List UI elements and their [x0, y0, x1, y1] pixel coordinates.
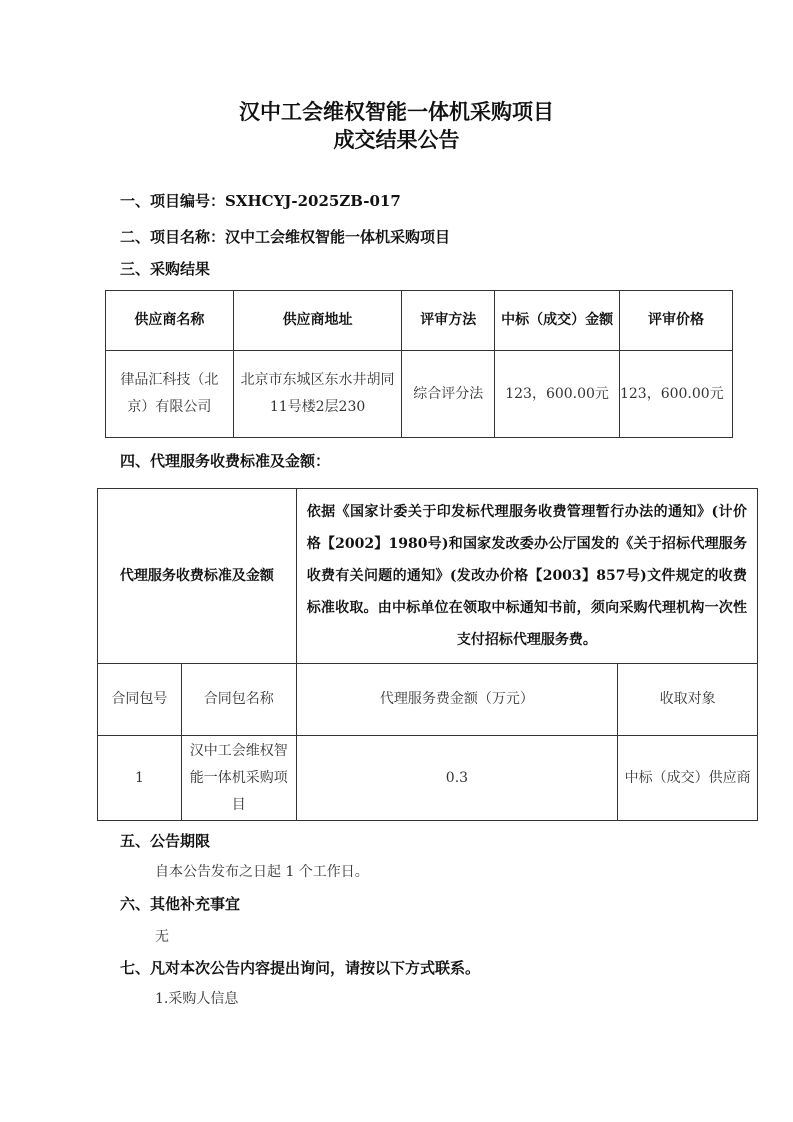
table-row — [106, 351, 733, 438]
section-result-heading: 三、采购结果 — [120, 260, 211, 278]
title-line-2: 成交结果公告 — [333, 127, 460, 152]
recipient: 中标（成交）供应商 — [618, 736, 758, 821]
fee-standard-row — [98, 489, 758, 664]
bid-amount: 123，600.00元 — [495, 351, 620, 438]
review-price: 123，600.00元 — [619, 385, 724, 402]
table-header-row — [106, 291, 733, 351]
package-no: 1 — [98, 736, 182, 821]
fee-table — [97, 488, 758, 821]
fee-standard-label: 代理服务收费标准及金额 — [98, 489, 297, 664]
fee-amount: 0.3 — [296, 736, 617, 821]
project-name: 二、项目名称：汉中工会维权智能一体机采购项目 — [120, 228, 451, 246]
header-package-name: 合同包名称 — [181, 664, 296, 736]
package-name: 汉中工会维权智能一体机采购项目 — [181, 736, 296, 821]
header-review-method: 评审方法 — [402, 291, 495, 351]
review-method: 综合评分法 — [402, 351, 495, 438]
section-notice-period: 五、公告期限 — [120, 832, 211, 850]
other-matters-text: 无 — [155, 929, 169, 945]
section-contact: 七、凡对本次公告内容提出询问，请按以下方式联系。 — [120, 959, 481, 977]
header-review-price: 评审价格 — [619, 291, 732, 351]
title-line-1: 汉中工会维权智能一体机采购项目 — [239, 99, 554, 124]
header-supplier-name: 供应商名称 — [106, 291, 234, 351]
supplier-name: 律品汇科技（北京）有限公司 — [106, 351, 234, 438]
result-table — [105, 290, 733, 438]
header-recipient: 收取对象 — [618, 664, 758, 736]
fee-standard-description: 依据《国家计委关于印发标代理服务收费管理暂行办法的通知》(计价格【2002】1980号)和国家发改委办公厅国发的《关于招标代理服务收费有关问题的通知》(发改办价格【2003】857号)文件规定的收费标准收取。由中标单位在领取中标通知书前，须向采购代理机构一次性支付招标代理服务费。 — [296, 489, 757, 664]
section-other-matters: 六、其他补充事宜 — [120, 895, 241, 913]
notice-period-text: 自本公告发布之日起 1 个工作日。 — [155, 864, 369, 880]
table-row — [98, 736, 758, 821]
project-number: 一、项目编号：SXHCYJ-2025ZB-017 — [120, 192, 401, 210]
supplier-address: 北京市东城区东水井胡同11号楼2层230 — [233, 351, 402, 438]
fee-header-row — [98, 664, 758, 736]
purchaser-info-heading: 1.采购人信息 — [155, 991, 239, 1007]
header-supplier-address: 供应商地址 — [233, 291, 402, 351]
header-bid-amount: 中标（成交）金额 — [495, 291, 620, 351]
header-package-no: 合同包号 — [98, 664, 182, 736]
section-fee-heading: 四、代理服务收费标准及金额： — [120, 452, 331, 470]
header-fee-amount: 代理服务费金额（万元） — [296, 664, 617, 736]
